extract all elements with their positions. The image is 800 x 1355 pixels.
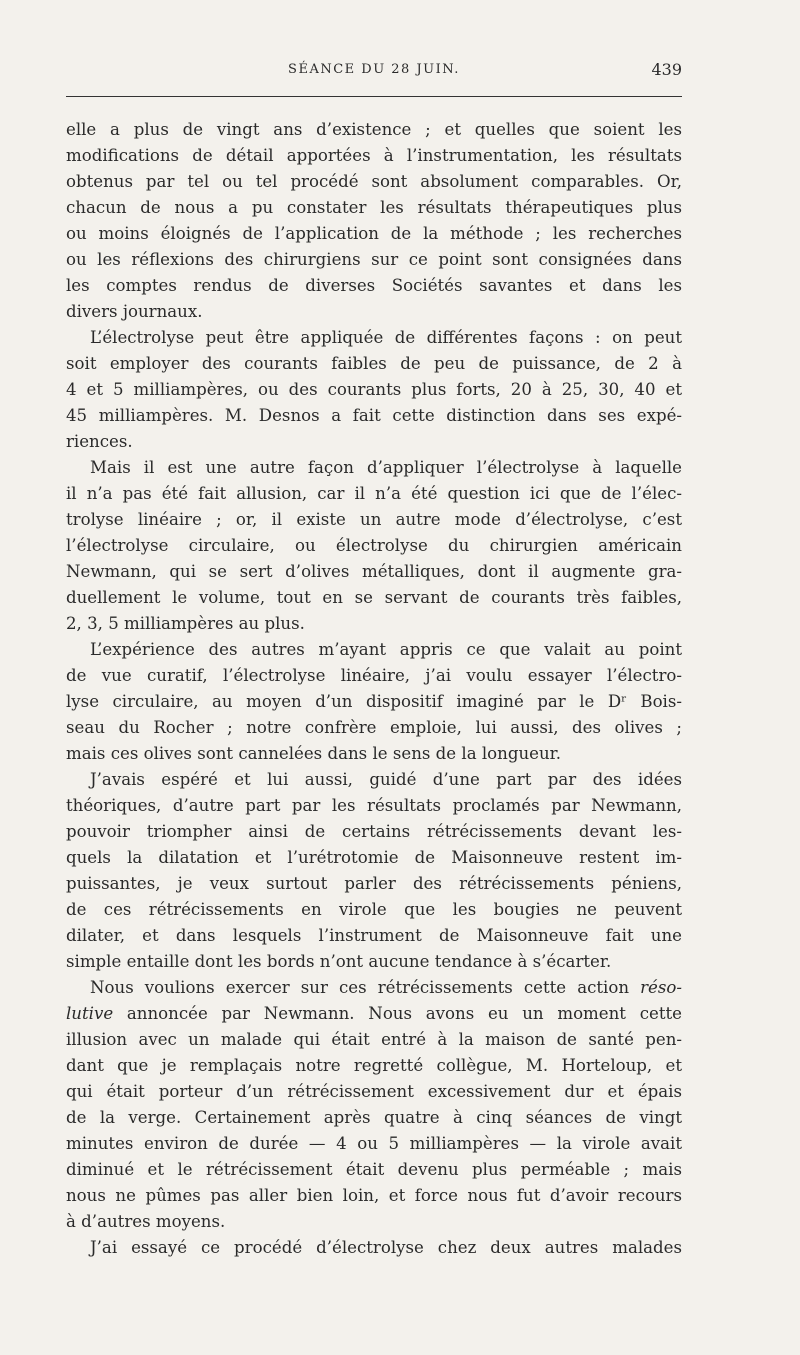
text-line: qui était porteur d’un rétrécissement excessivement dur et épais <box>66 1082 682 1101</box>
text-line: soit employer des courants faibles de peu de puissance, de 2 à <box>66 354 682 373</box>
text-line: ou les réflexions des chirurgiens sur ce point sont consignées dans <box>66 250 682 269</box>
header-rule <box>66 96 682 97</box>
text-line: seau du Rocher ; notre confrère emploie, lui aussi, des olives ; <box>66 718 682 737</box>
text-line: trolyse linéaire ; or, il existe un autre mode d’électrolyse, c’est <box>66 510 682 529</box>
text-line: dilater, et dans lesquels l’instrument de Maisonneuve fait une <box>66 926 682 945</box>
text-line: Nous voulions exercer sur ces rétrécissements cette action réso- <box>90 978 682 997</box>
text-line: à d’autres moyens. <box>66 1212 226 1231</box>
text-line: dant que je remplaçais notre regretté collègue, M. Horteloup, et <box>66 1056 682 1075</box>
text-line: J’ai essayé ce procédé d’électrolyse chez deux autres malades <box>90 1238 682 1257</box>
text-line: de vue curatif, l’électrolyse linéaire, j’ai voulu essayer l’électro- <box>66 666 682 685</box>
text-line: divers journaux. <box>66 302 203 321</box>
text-line: de la verge. Certainement après quatre à cinq séances de vingt <box>66 1108 682 1127</box>
text-line: elle a plus de vingt ans d’existence ; et quelles que soient les <box>66 120 682 139</box>
text-line: lutive annoncée par Newmann. Nous avons eu un moment cette <box>66 1004 682 1023</box>
text-line: modifications de détail apportées à l’instrumentation, les résultats <box>66 146 682 165</box>
text-line: l’électrolyse circulaire, ou électrolyse du chirurgien américain <box>66 536 682 555</box>
text-line: diminué et le rétrécissement était devenu plus perméable ; mais <box>66 1160 682 1179</box>
text-line: L’électrolyse peut être appliquée de différentes façons : on peut <box>90 328 682 347</box>
text-line: pouvoir triompher ainsi de certains rétrécissements devant les- <box>66 822 682 841</box>
text-line: ou moins éloignés de l’application de la méthode ; les recherches <box>66 224 682 243</box>
text-line: Mais il est une autre façon d’appliquer l’électrolyse à laquelle <box>90 458 682 477</box>
page-header <box>66 62 682 90</box>
text-line: théoriques, d’autre part par les résultats proclamés par Newmann, <box>66 796 682 815</box>
text-line: chacun de nous a pu constater les résultats thérapeutiques plus <box>66 198 682 217</box>
text-line: lyse circulaire, au moyen d’un dispositif imaginé par le Dʳ Bois- <box>66 692 682 711</box>
text-line: duellement le volume, tout en se servant de courants très faibles, <box>66 588 682 607</box>
text-line: 4 et 5 milliampères, ou des courants plus forts, 20 à 25, 30, 40 et <box>66 380 682 399</box>
text-line: obtenus par tel ou tel procédé sont absolument comparables. Or, <box>66 172 682 191</box>
body-text <box>66 117 682 1261</box>
text-line: mais ces olives sont cannelées dans le sens de la longueur. <box>66 744 562 763</box>
text-line: il n’a pas été fait allusion, car il n’a été question ici que de l’élec- <box>66 484 682 503</box>
text-line: L’expérience des autres m’ayant appris ce que valait au point <box>90 640 682 659</box>
text-line: 45 milliampères. M. Desnos a fait cette distinction dans ses expé- <box>66 406 682 425</box>
page-number: 439 <box>651 60 682 79</box>
text-line: J’avais espéré et lui aussi, guidé d’une part par des idées <box>90 770 682 789</box>
text-line: les comptes rendus de diverses Sociétés savantes et dans les <box>66 276 682 295</box>
text-line: riences. <box>66 432 133 451</box>
text-line: quels la dilatation et l’urétrotomie de Maisonneuve restent im- <box>66 848 682 867</box>
running-title: SÉANCE DU 28 JUIN. <box>288 62 460 77</box>
text-line: Newmann, qui se sert d’olives métalliques, dont il augmente gra- <box>66 562 682 581</box>
text-line: de ces rétrécissements en virole que les bougies ne peuvent <box>66 900 682 919</box>
text-line: illusion avec un malade qui était entré à la maison de santé pen- <box>66 1030 682 1049</box>
text-line: 2, 3, 5 milliampères au plus. <box>66 614 305 633</box>
text-line: puissantes, je veux surtout parler des rétrécissements péniens, <box>66 874 682 893</box>
text-line: nous ne pûmes pas aller bien loin, et force nous fut d’avoir recours <box>66 1186 682 1205</box>
text-line: simple entaille dont les bords n’ont aucune tendance à s’écarter. <box>66 952 612 971</box>
text-line: minutes environ de durée — 4 ou 5 milliampères — la virole avait <box>66 1134 682 1153</box>
